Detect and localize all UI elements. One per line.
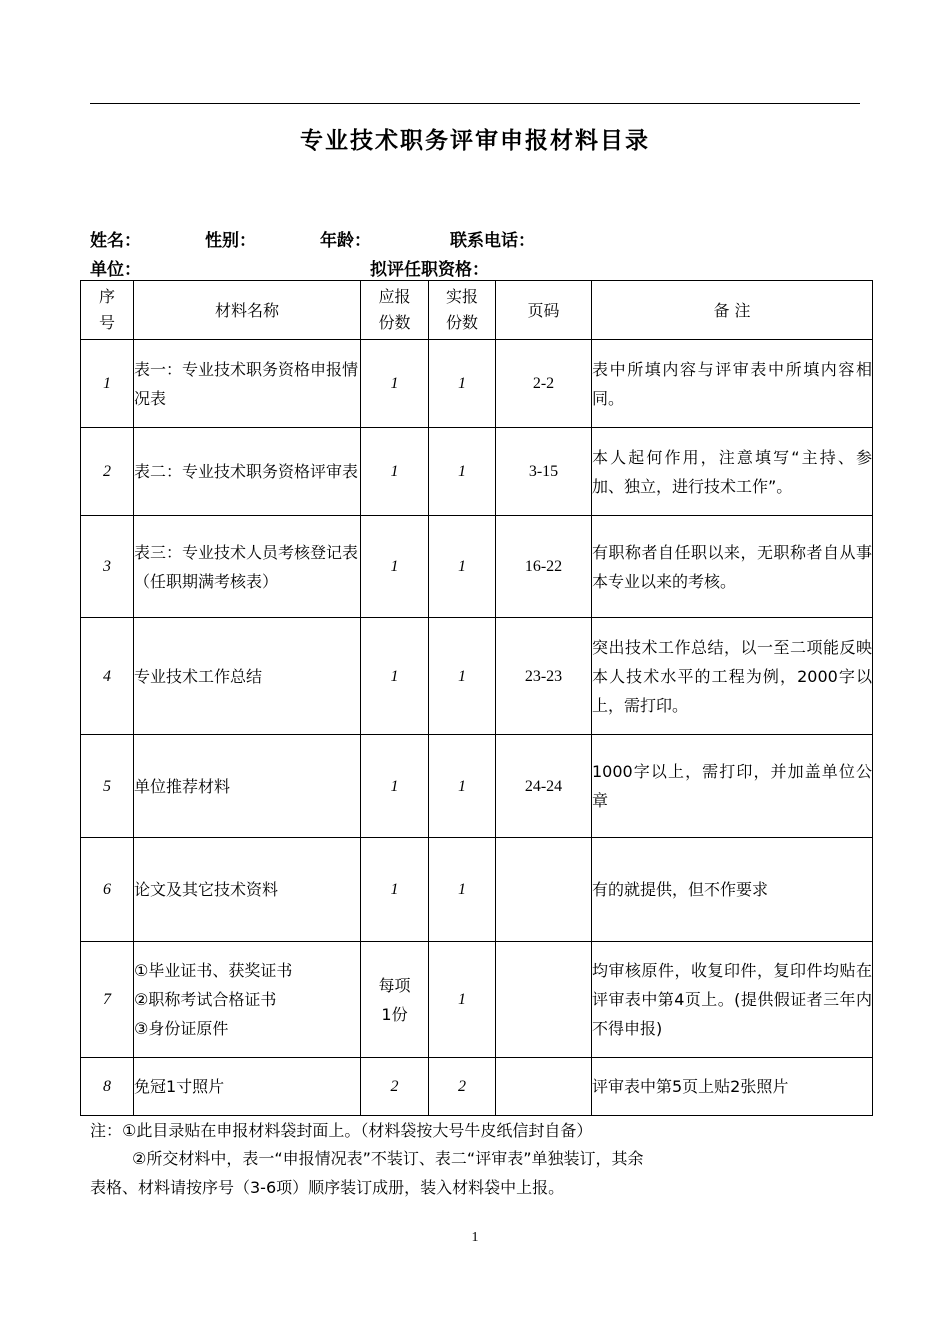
row-remarks: 评审表中第5页上贴2张照片 (592, 1058, 873, 1116)
row-pages (496, 942, 592, 1058)
material-name-line: ②职称考试合格证书 (134, 990, 277, 1009)
material-name-line: ①毕业证书、获奖证书 (134, 961, 293, 980)
row-pages (496, 838, 592, 942)
row-required-copies: 2 (361, 1058, 429, 1116)
header-pages: 页码 (496, 281, 592, 340)
row-seq: 5 (81, 735, 134, 838)
row-remarks: 1000字以上，需打印，并加盖单位公章 (592, 735, 873, 838)
table-row (81, 838, 873, 942)
gender-label: 性别： (205, 231, 256, 251)
row-material-name: 表三：专业技术人员考核登记表（任职期满考核表） (134, 516, 361, 618)
unit-label: 单位： (90, 260, 141, 280)
material-name-line: ③身份证原件 (134, 1019, 229, 1038)
note-line-1: 注：①此目录贴在申报材料袋封面上。（材料袋按大号牛皮纸信封自备） (90, 1121, 593, 1140)
row-actual-copies: 2 (429, 1058, 496, 1116)
row-seq: 8 (81, 1058, 134, 1116)
row-material-name: 表一：专业技术职务资格申报情况表 (134, 340, 361, 428)
phone-label: 联系电话： (450, 231, 535, 251)
row-actual-copies: 1 (429, 618, 496, 735)
row-actual-copies: 1 (429, 942, 496, 1058)
row-required-copies: 1 (361, 340, 429, 428)
row-pages: 24-24 (496, 735, 592, 838)
row-actual-copies: 1 (429, 340, 496, 428)
note-line-3: 表格、材料请按序号（3-6项）顺序装订成册，装入材料袋中上报。 (90, 1178, 565, 1197)
row-actual-copies: 1 (429, 428, 496, 516)
table-row (81, 340, 873, 428)
row-required-copies: 每项1份 (361, 942, 429, 1058)
row-seq: 6 (81, 838, 134, 942)
row-remarks: 均审核原件，收复印件，复印件均贴在评审表中第4页上。(提供假证者三年内不得申报) (592, 942, 873, 1058)
row-remarks: 本人起何作用，注意填写“主持、参加、独立，进行技术工作”。 (592, 428, 873, 516)
header-act-copies: 实报份数 (429, 281, 496, 340)
header-name: 材料名称 (134, 281, 361, 340)
name-label: 姓名： (90, 231, 141, 251)
row-remarks: 有职称者自任职以来，无职称者自从事本专业以来的考核。 (592, 516, 873, 618)
row-pages: 3-15 (496, 428, 592, 516)
row-pages: 16-22 (496, 516, 592, 618)
row-material-name: 单位推荐材料 (134, 735, 361, 838)
header-remarks: 备 注 (592, 281, 873, 340)
row-required-copies: 1 (361, 838, 429, 942)
row-actual-copies: 1 (429, 838, 496, 942)
row-pages: 2-2 (496, 340, 592, 428)
note-line-2: ②所交材料中，表一“申报情况表”不装订、表二“评审表”单独装订，其余 (132, 1149, 644, 1168)
materials-table (80, 280, 873, 1116)
table-header-row (81, 281, 873, 340)
age-label: 年龄： (320, 231, 371, 251)
row-seq: 1 (81, 340, 134, 428)
row-required-copies: 1 (361, 428, 429, 516)
header-req-copies: 应报份数 (361, 281, 429, 340)
table-row (81, 428, 873, 516)
row-actual-copies: 1 (429, 516, 496, 618)
row-remarks: 有的就提供，但不作要求 (592, 838, 873, 942)
table-row (81, 942, 873, 1058)
row-seq: 2 (81, 428, 134, 516)
header-seq: 序号 (81, 281, 134, 340)
page-number: 1 (471, 1230, 479, 1245)
row-material-name (134, 942, 361, 1058)
row-seq: 3 (81, 516, 134, 618)
row-material-name: 专业技术工作总结 (134, 618, 361, 735)
row-required-copies: 1 (361, 516, 429, 618)
document-title: 专业技术职务评审申报材料目录 (300, 128, 650, 154)
table-row (81, 1058, 873, 1116)
row-material-name: 表二：专业技术职务资格评审表 (134, 428, 361, 516)
row-material-name: 免冠1寸照片 (134, 1058, 361, 1116)
row-required-copies: 1 (361, 618, 429, 735)
row-seq: 7 (81, 942, 134, 1058)
top-rule (90, 103, 860, 104)
row-pages (496, 1058, 592, 1116)
row-remarks: 表中所填内容与评审表中所填内容相同。 (592, 340, 873, 428)
table-row (81, 735, 873, 838)
row-seq: 4 (81, 618, 134, 735)
row-pages: 23-23 (496, 618, 592, 735)
position-label: 拟评任职资格： (370, 260, 489, 280)
row-actual-copies: 1 (429, 735, 496, 838)
table-row (81, 618, 873, 735)
table-row (81, 516, 873, 618)
row-material-name: 论文及其它技术资料 (134, 838, 361, 942)
row-required-copies: 1 (361, 735, 429, 838)
row-remarks: 突出技术工作总结，以一至二项能反映本人技术水平的工程为例，2000字以上，需打印。 (592, 618, 873, 735)
